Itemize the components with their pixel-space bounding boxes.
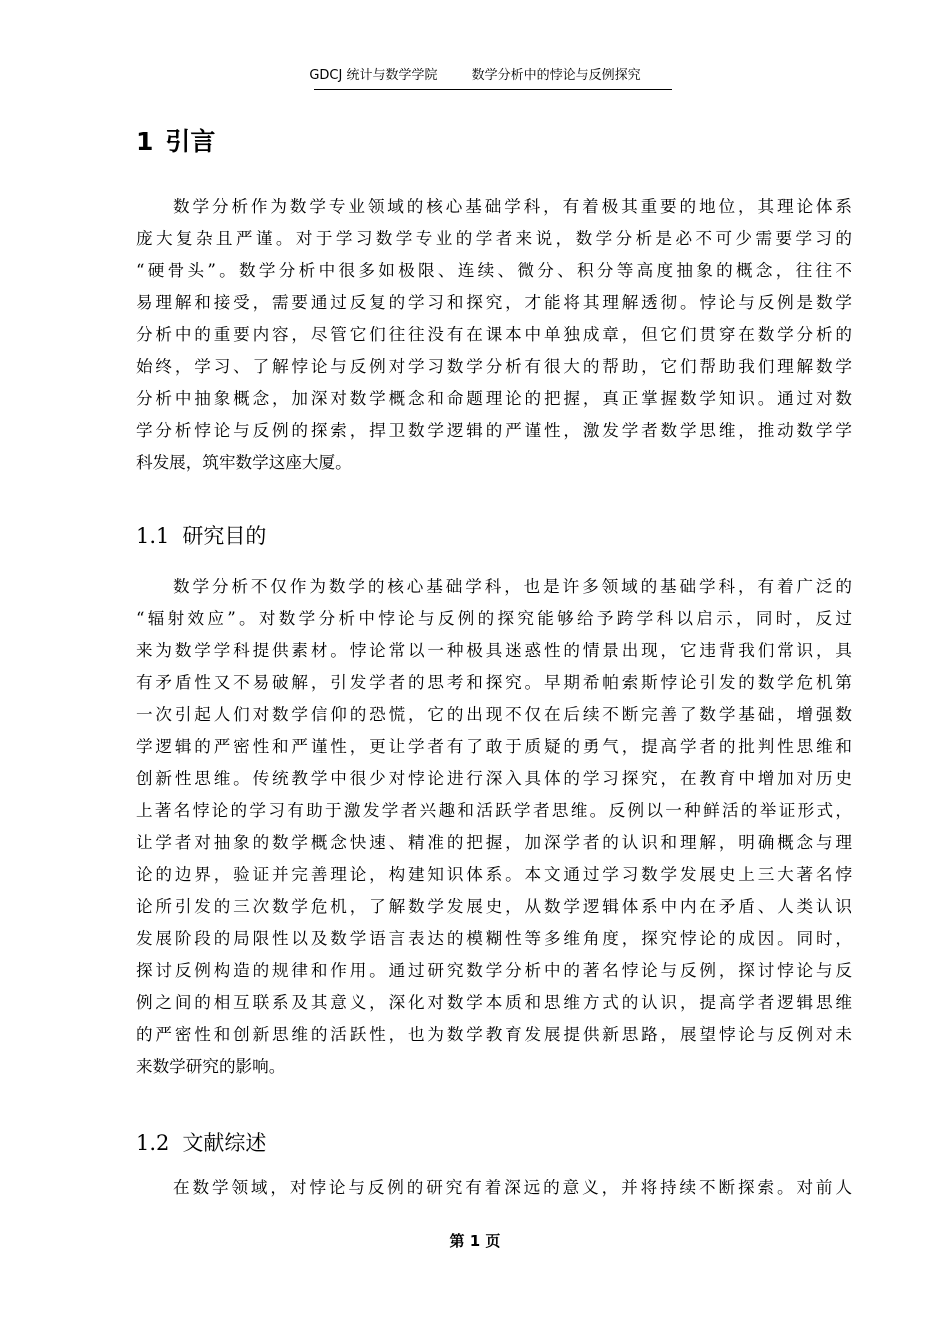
- paragraph-line: “辐射效应”。对数学分析中悖论与反例的探究能够给予跨学科以启示，同时，反过: [136, 609, 852, 628]
- paragraph-line: 分析中的重要内容，尽管它们往往没有在课本中单独成章，但它们贯穿在数学分析的: [136, 325, 852, 344]
- paragraph-line: 上著名悖论的学习有助于激发学者兴趣和活跃学者思维。反例以一种鲜活的举证形式，: [136, 801, 852, 820]
- section-title: 引言: [165, 127, 216, 156]
- section-heading-1: [136, 124, 215, 160]
- paragraph-introduction: [136, 191, 852, 479]
- paragraph-line: 来数学研究的影响。: [136, 1057, 286, 1076]
- paragraph-line: 的严密性和创新思维的活跃性，也为数学教育发展提供新思路，展望悖论与反例对未: [136, 1025, 852, 1044]
- paragraph-line: 易理解和接受，需要通过反复的学习和探究，才能将其理解透彻。悖论与反例是数学: [136, 293, 852, 312]
- paragraph-line: 学逻辑的严密性和严谨性，更让学者有了敢于质疑的勇气，提高学者的批判性思维和: [136, 737, 852, 756]
- header-school: GDCJ 统计与数学学院: [309, 68, 438, 83]
- paragraph-line: 论的边界，验证并完善理论，构建知识体系。本文通过学习数学发展史上三大著名悖: [136, 865, 852, 884]
- paragraph-line: 学分析悖论与反例的探索，捍卫数学逻辑的严谨性，激发学者数学思维，推动数学学: [136, 421, 852, 440]
- paragraph-line: 在数学领域，对悖论与反例的研究有着深远的意义，并将持续不断探索。对前人: [173, 1178, 852, 1197]
- paragraph-line: 发展阶段的局限性以及数学语言表达的模糊性等多维角度，探究悖论的成因。同时，: [136, 929, 852, 948]
- section-number: 1: [136, 127, 154, 156]
- section-number: 1.1: [136, 524, 170, 548]
- paragraph-literature-review: [136, 1172, 852, 1204]
- paragraph-line: 始终，学习、了解悖论与反例对学习数学分析有很大的帮助，它们帮助我们理解数学: [136, 357, 852, 376]
- section-number: 1.2: [136, 1131, 170, 1155]
- section-heading-1-2: [136, 1128, 266, 1158]
- paragraph-line: 数学分析不仅作为数学的核心基础学科，也是许多领域的基础学科，有着广泛的: [173, 577, 852, 596]
- header-underline: [314, 89, 672, 90]
- page-number: 第 1 页: [449, 1232, 501, 1250]
- paragraph-line: 论所引发的三次数学危机，了解数学发展史，从数学逻辑体系中内在矛盾、人类认识: [136, 897, 852, 916]
- paragraph-line: 科发展，筑牢数学这座大厦。: [136, 453, 352, 472]
- section-title: 文献综述: [182, 1131, 267, 1155]
- section-heading-1-1: [136, 521, 266, 551]
- running-header: [0, 66, 950, 86]
- paragraph-line: 创新性思维。传统教学中很少对悖论进行深入具体的学习探究，在教育中增加对历史: [136, 769, 852, 788]
- paragraph-line: 数学分析作为数学专业领域的核心基础学科，有着极其重要的地位，其理论体系: [173, 197, 852, 216]
- paragraph-line: 有矛盾性又不易破解，引发学者的思考和探究。早期希帕索斯悖论引发的数学危机第: [136, 673, 852, 692]
- paragraph-line: 例之间的相互联系及其意义，深化对数学本质和思维方式的认识，提高学者逻辑思维: [136, 993, 852, 1012]
- section-title: 研究目的: [182, 524, 267, 548]
- paragraph-line: 分析中抽象概念，加深对数学概念和命题理论的把握，真正掌握数学知识。通过对数: [136, 389, 852, 408]
- paragraph-line: 庞大复杂且严谨。对于学习数学专业的学者来说，数学分析是必不可少需要学习的: [136, 229, 852, 248]
- header-paper-title: 数学分析中的悖论与反例探究: [471, 68, 641, 83]
- paragraph-line: 让学者对抽象的数学概念快速、精准的把握，加深学者的认识和理解，明确概念与理: [136, 833, 852, 852]
- paragraph-line: “硬骨头”。数学分析中很多如极限、连续、微分、积分等高度抽象的概念，往往不: [136, 261, 852, 280]
- paragraph-line: 一次引起人们对数学信仰的恐慌，它的出现不仅在后续不断完善了数学基础，增强数: [136, 705, 852, 724]
- paragraph-line: 来为数学学科提供素材。悖论常以一种极具迷惑性的情景出现，它违背我们常识，具: [136, 641, 852, 660]
- paragraph-research-purpose: [136, 571, 852, 1083]
- paragraph-line: 探讨反例构造的规律和作用。通过研究数学分析中的著名悖论与反例，探讨悖论与反: [136, 961, 852, 980]
